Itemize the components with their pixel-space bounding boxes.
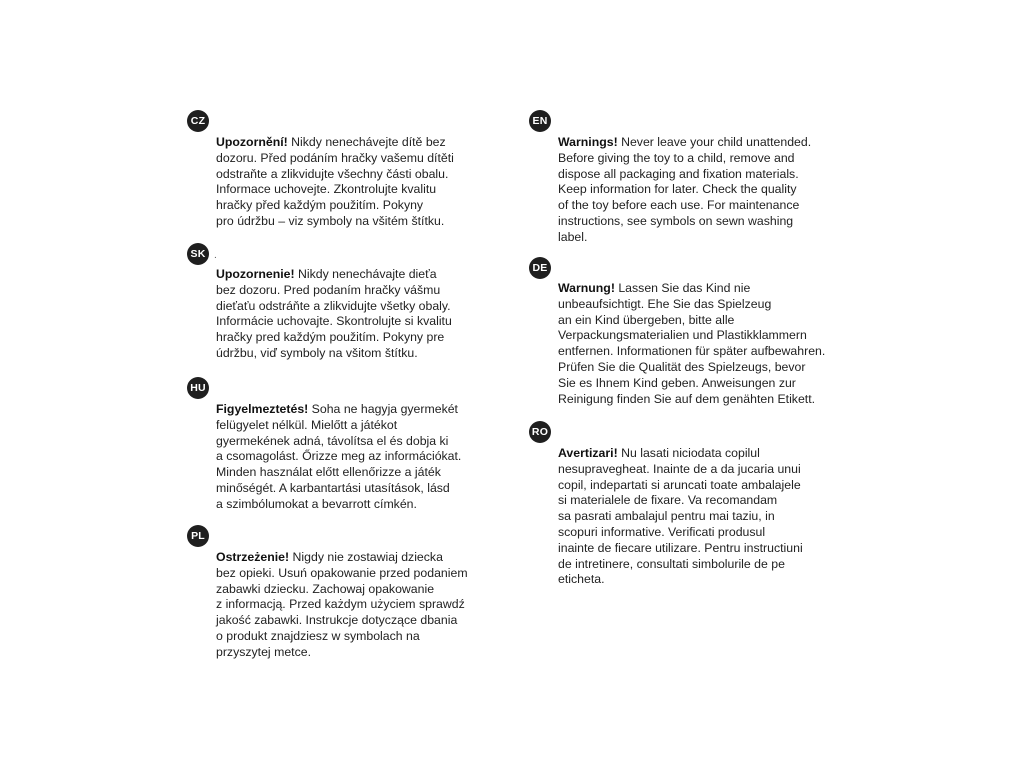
language-badge-ro: RO bbox=[529, 421, 551, 443]
warning-text-hu bbox=[216, 402, 506, 513]
warning-body-pl: Nigdy nie zostawiaj dziecka bez opieki. Usuń opakowanie przed podaniem zabawki dziecku. Zachowaj opakowanie z informacją. Przed każdym użyciem sprawdź jakość zabawki. Instrukcje dotyczące dbania o produkt znajdziesz w symbolach na przyszytej metce. bbox=[216, 550, 468, 659]
warning-heading-ro: Avertizari! bbox=[558, 446, 618, 460]
warning-heading-pl: Ostrzeżenie! bbox=[216, 550, 290, 564]
warning-text-pl bbox=[216, 550, 511, 661]
language-badge-hu: HU bbox=[187, 377, 209, 399]
warning-heading-en: Warnings! bbox=[558, 135, 618, 149]
language-badge-sk: SK bbox=[187, 243, 209, 265]
warning-text-cz bbox=[216, 135, 506, 230]
warning-body-de: Lassen Sie das Kind nie unbeaufsichtigt. Ehe Sie das Spielzeug an ein Kind übergeben, bitte alle Verpackungsmaterialien und Plastikklammern entfernen. Informationen für später aufbewahren. Prüfen Sie die Qualität des Spielzeugs, bevor Sie es Ihnem Kind geben. Anweisungen zur Reinigung finden Sie auf dem genähten Etikett. bbox=[558, 281, 826, 406]
warning-body-sk: Nikdy nenechávajte dieťa bez dozoru. Pred podaním hračky vášmu dieťaťu odstráňte a zlikvidujte všetky obaly. Informácie uchovajte. Skontrolujte si kvalitu hračky pred každým použitím. Pokyny pre údržbu, viď symboly na všitom štítku. bbox=[216, 267, 452, 360]
language-badge-pl: PL bbox=[187, 525, 209, 547]
warning-body-ro: Nu lasati niciodata copilul nesupraveghe​at. Inainte de a da jucaria unui copil, indepartati si aruncati toate ambalajele si materialele de fixare. Va recomandam sa pasrati ambalajul pentru mai taziu, in scopuri informative. Verificati produsul inainte de fiecare utilizare. Pentru instructiuni de intretinere, consultati simbolurile de pe eticheta. bbox=[558, 446, 803, 587]
warning-text-ro bbox=[558, 446, 858, 588]
warning-body-cz: Nikdy nenechávejte dítě bez dozoru. Před podáním hračky vašemu dítěti odstraňte a zlikvidujte všechny části obalu. Informace uchovejte. Zkontrolujte kvalitu hračky před každým použitím. Pokyny pro údržbu – viz symboly na všitém štítku. bbox=[216, 135, 454, 228]
warning-text-de bbox=[558, 281, 858, 407]
language-badge-en: EN bbox=[529, 110, 551, 132]
language-badge-de: DE bbox=[529, 257, 551, 279]
warning-text-sk bbox=[216, 267, 506, 362]
warning-heading-hu: Figyelmeztetés! bbox=[216, 402, 309, 416]
warning-heading-de: Warnung! bbox=[558, 281, 615, 295]
warning-heading-cz: Upozornění! bbox=[216, 135, 288, 149]
warning-body-hu: Soha ne hagyja gyermekét felügyelet nélkül. Mielőtt a játékot gyermekének adná, távolítsa el és dobja ki a csomagolást. Őrizze meg az információkat. Minden használat előtt ellenőrizze a játék minőségét. A karbantartási utasítások, lásd a szimbólumokat a bevarrott címkén. bbox=[216, 402, 462, 511]
stray-dot-sk: . bbox=[214, 250, 217, 261]
warning-text-en bbox=[558, 135, 858, 246]
language-badge-cz: CZ bbox=[187, 110, 209, 132]
warning-heading-sk: Upozornenie! bbox=[216, 267, 295, 281]
warning-body-en: Never leave your child unattended. Before giving the toy to a child, remove and dispose all packaging and fixation materials. Keep information for later. Check the quality of the toy before each use. For maintenance instructions, see symbols on sewn washing label. bbox=[558, 135, 812, 244]
